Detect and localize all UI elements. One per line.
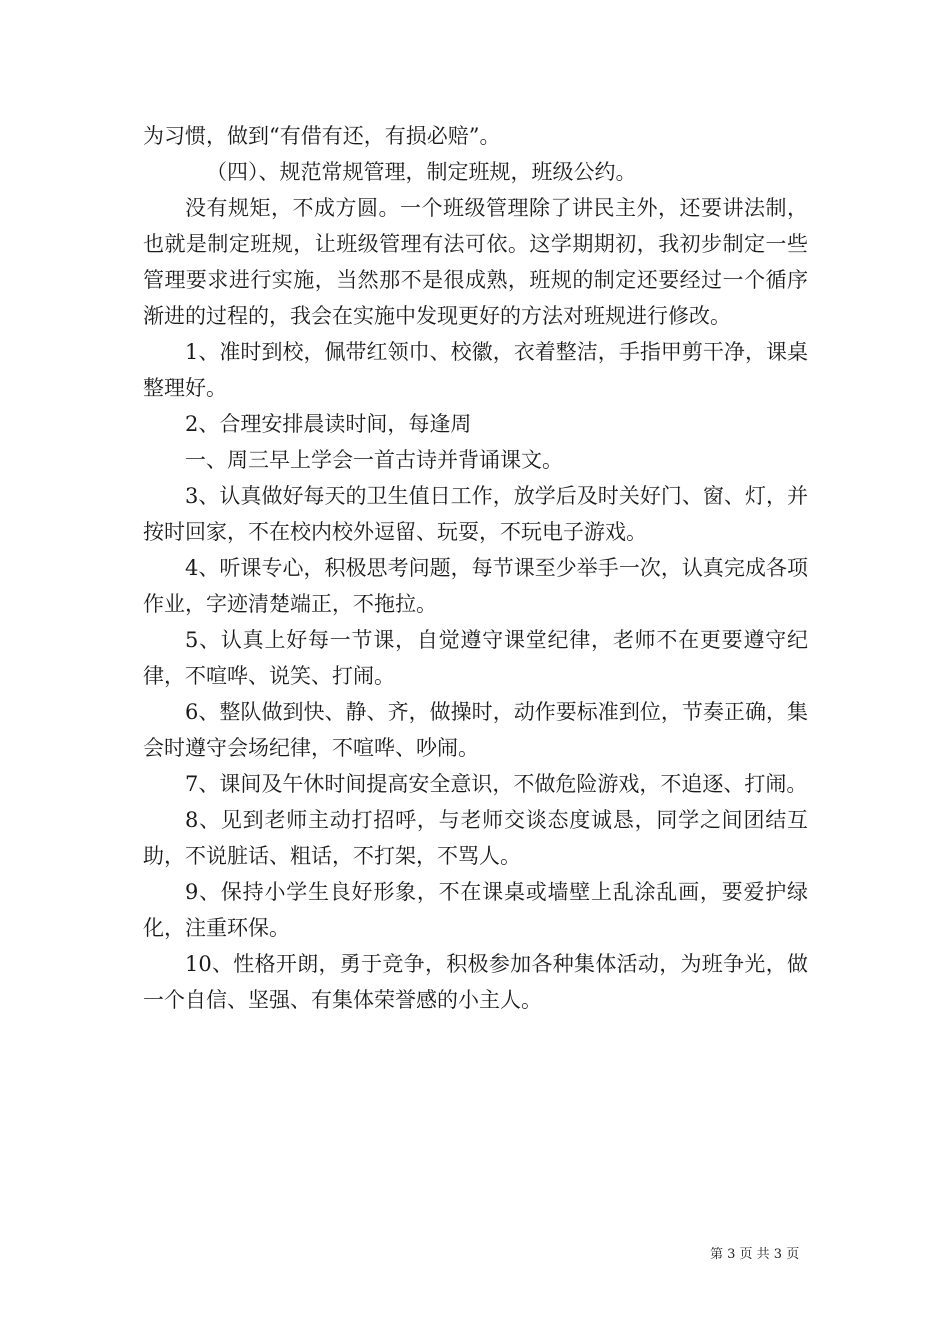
rule-item-2: 2、合理安排晨读时间，每逢周 <box>185 412 472 436</box>
rule-item-5: 5、认真上好每一节课，自觉遵守课堂纪律，老师不在更要遵守纪律，不喧哗、说笑、打闹。 <box>143 628 808 688</box>
rule-item-1: 1、准时到校，佩带红领巾、校徽，衣着整洁，手指甲剪干净，课桌整理好。 <box>143 340 808 400</box>
section-heading: （四）、规范常规管理，制定班规，班级公约。 <box>206 160 637 184</box>
rule-item-4: 4、听课专心，积极思考问题，每节课至少举手一次，认真完成各项作业，字迹清楚端正，不拖拉。 <box>143 556 808 616</box>
rule-item-7: 7、课间及午休时间提高安全意识，不做危险游戏，不追逐、打闹。 <box>185 772 808 796</box>
rule-item-9: 9、保持小学生良好形象，不在课桌或墙壁上乱涂乱画，要爱护绿化，注重环保。 <box>143 880 808 940</box>
document-body <box>143 118 808 1018</box>
paragraph-continuation: 为习惯，做到“有借有还，有损必赔”。 <box>143 124 501 148</box>
rule-item-10: 10、性格开朗，勇于竞争，积极参加各种集体活动，为班争光，做一个自信、坚强、有集体荣誉感的小主人。 <box>143 952 808 1012</box>
page-number-footer: 第 3 页 共 3 页 <box>710 1247 800 1262</box>
rule-item-6: 6、整队做到快、静、齐，做操时，动作要标准到位，节奏正确，集会时遵守会场纪律，不喧哗、吵闹。 <box>143 700 808 760</box>
paragraph-intro: 没有规矩，不成方圆。一个班级管理除了讲民主外，还要讲法制，也就是制定班规，让班级管理有法可依。这学期期初，我初步制定一些管理要求进行实施，当然那不是很成熟，班规的制定还要经过一个循序渐进的过程的，我会在实施中发现更好的方法对班规进行修改。 <box>143 196 808 328</box>
rule-item-8: 8、见到老师主动打招呼，与老师交谈态度诚恳，同学之间团结互助，不说脏话、粗话，不打架，不骂人。 <box>143 808 808 868</box>
rule-item-3: 3、认真做好每天的卫生值日工作，放学后及时关好门、窗、灯，并按时回家，不在校内校外逗留、玩耍，不玩电子游戏。 <box>143 484 808 544</box>
rule-item-2-continued: 一、周三早上学会一首古诗并背诵课文。 <box>185 448 563 472</box>
